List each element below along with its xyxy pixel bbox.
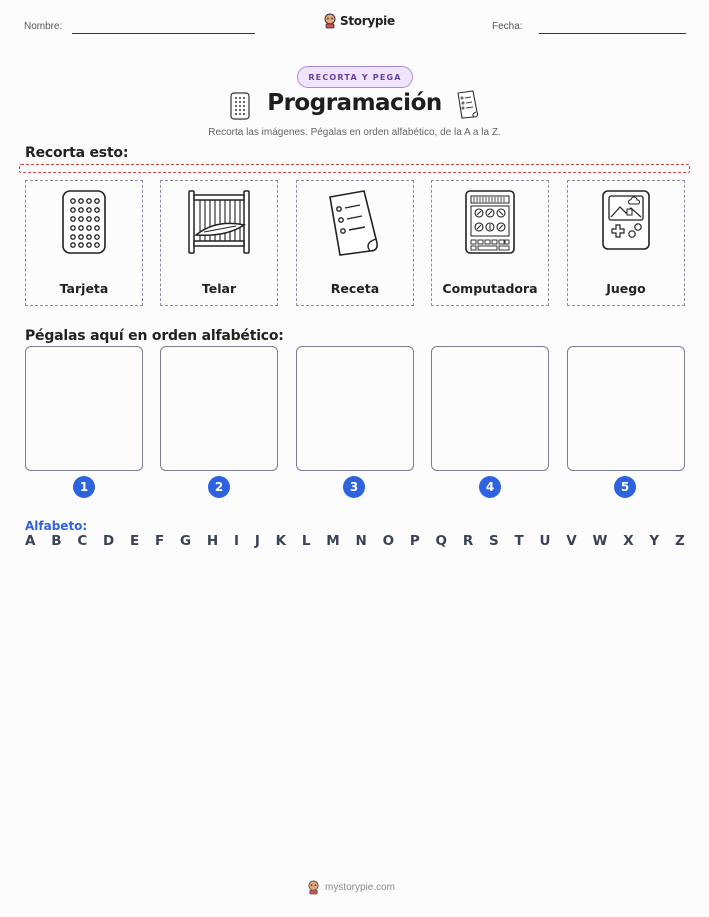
game-console-icon [601,189,651,251]
alphabet-letter: K [275,533,287,549]
alphabet-letter: E [130,533,140,549]
page-title: Programación [267,90,442,116]
alphabet-letter: B [51,533,62,549]
alphabet-letter: D [103,533,115,549]
name-field-line[interactable] [72,33,255,34]
slot-number: 2 [208,476,230,498]
paste-slot-4[interactable] [431,346,549,471]
alphabet-letter: M [326,533,340,549]
paste-slot-5[interactable] [567,346,685,471]
cut-line [19,164,690,173]
cut-card-computadora[interactable] [431,180,549,306]
alphabet-letter: T [514,533,524,549]
alphabet-letter: H [206,533,219,549]
paste-heading: Pégalas aquí en orden alfabético: [25,328,284,344]
storypie-mascot-icon [307,880,320,895]
computer-icon [464,189,516,255]
alphabet-letter: G [180,533,192,549]
alphabet-row [25,533,685,549]
date-label: Fecha: [492,21,523,32]
alphabet-letter: C [77,533,88,549]
cut-card-juego[interactable] [567,180,685,306]
alphabet-letter: S [489,533,499,549]
brand-name: Storypie [340,14,395,28]
slot-number: 1 [73,476,95,498]
card-label: Juego [606,281,646,296]
slot-number: 3 [343,476,365,498]
brand-logo [323,13,395,29]
cut-heading: Recorta esto: [25,145,129,161]
punch-card-icon [61,189,107,255]
loom-icon [186,189,252,255]
paste-slot-2[interactable] [160,346,278,471]
recipe-icon [455,90,481,120]
slot-number: 5 [614,476,636,498]
alphabet-letter: Z [674,533,685,549]
card-label: Tarjeta [59,281,109,296]
alphabet-letter: I [234,533,240,549]
alphabet-letter: P [409,533,420,549]
slot-number: 4 [479,476,501,498]
alphabet-title: Alfabeto: [25,519,88,533]
recipe-icon [324,189,386,257]
card-label: Telar [201,281,237,296]
alphabet-letter: A [25,533,36,549]
paste-slot-1[interactable] [25,346,143,471]
alphabet-letter: W [592,533,608,549]
alphabet-letter: N [355,533,367,549]
alphabet-letter: Y [649,533,660,549]
card-label: Computadora [442,281,538,296]
alphabet-letter: L [301,533,311,549]
cut-card-telar[interactable] [160,180,278,306]
cut-card-tarjeta[interactable] [25,180,143,306]
name-label: Nombre: [24,21,63,32]
alphabet-letter: X [623,533,634,549]
paste-slot-3[interactable] [296,346,414,471]
alphabet-letter: F [155,533,165,549]
footer-url[interactable]: mystorypie.com [325,882,396,893]
footer [307,880,395,895]
activity-type-badge: RECORTA Y PEGA [297,66,413,88]
alphabet-letter: V [566,533,577,549]
alphabet-letter: O [382,533,395,549]
alphabet-letter: R [462,533,474,549]
date-field-line[interactable] [539,33,686,34]
instructions: Recorta las imágenes. Pégalas en orden alfabético, de la A a la Z. [208,127,501,138]
alphabet-letter: U [539,533,551,549]
storypie-mascot-icon [323,13,337,29]
cut-card-receta[interactable] [296,180,414,306]
alphabet-letter: Q [435,533,448,549]
alphabet-letter: J [254,533,260,549]
card-label: Receta [330,281,380,296]
